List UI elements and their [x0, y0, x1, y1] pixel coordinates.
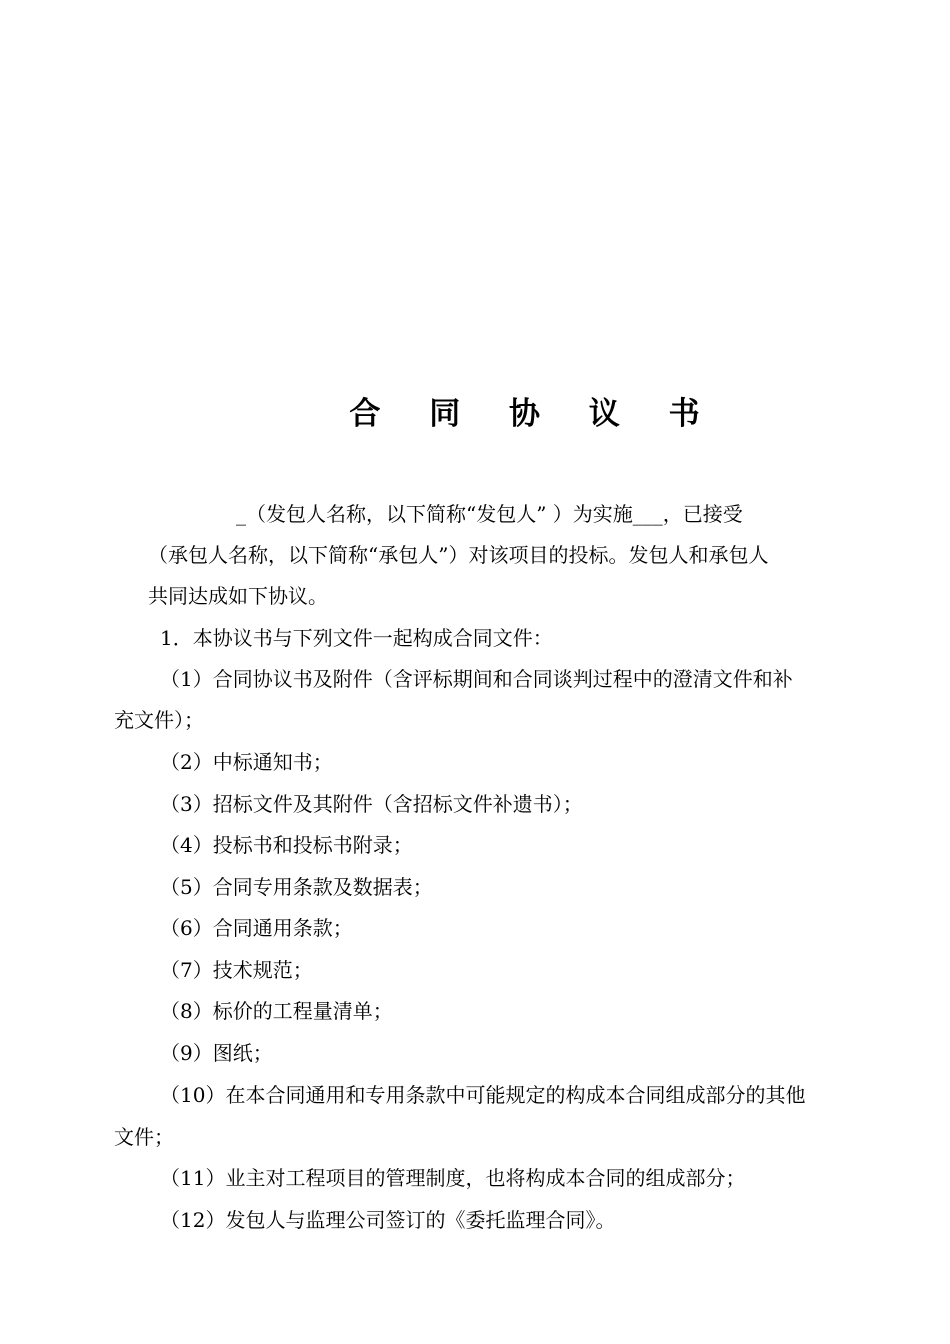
list-item-5: （5）合同专用条款及数据表；: [160, 875, 433, 899]
list-item-1: （1）合同协议书及附件（含评标期间和合同谈判过程中的澄清文件和补: [160, 667, 793, 691]
list-item-1-continued: 充文件）；: [114, 708, 204, 732]
list-item-12: （12）发包人与监理公司签订的《委托监理合同》。: [160, 1208, 616, 1232]
list-item-2: （2）中标通知书；: [160, 750, 333, 774]
document-title: 合 同 协 议 书: [349, 396, 719, 432]
list-item-11: （11）业主对工程项目的管理制度，也将构成本合同的组成部分；: [160, 1166, 746, 1190]
list-item-4: （4）投标书和投标书附录；: [160, 833, 413, 857]
clause-1-heading: 1．本协议书与下列文件一起构成合同文件：: [160, 626, 553, 650]
list-item-9: （9）图纸；: [160, 1041, 273, 1065]
list-item-7: （7）技术规范；: [160, 958, 313, 982]
list-item-10: （10）在本合同通用和专用条款中可能规定的构成本合同组成部分的其他: [160, 1083, 806, 1107]
intro-line-2: （承包人名称，以下简称“承包人”）对该项目的投标。发包人和承包人: [148, 543, 769, 567]
intro-line-3: 共同达成如下协议。: [148, 584, 328, 608]
list-item-10-continued: 文件；: [114, 1125, 174, 1149]
list-item-8: （8）标价的工程量清单；: [160, 999, 393, 1023]
list-item-3: （3）招标文件及其附件（含招标文件补遗书）；: [160, 792, 583, 816]
intro-line-1: _（发包人名称，以下简称“发包人” ）为实施___，已接受: [236, 502, 743, 526]
list-item-6: （6）合同通用条款；: [160, 916, 353, 940]
